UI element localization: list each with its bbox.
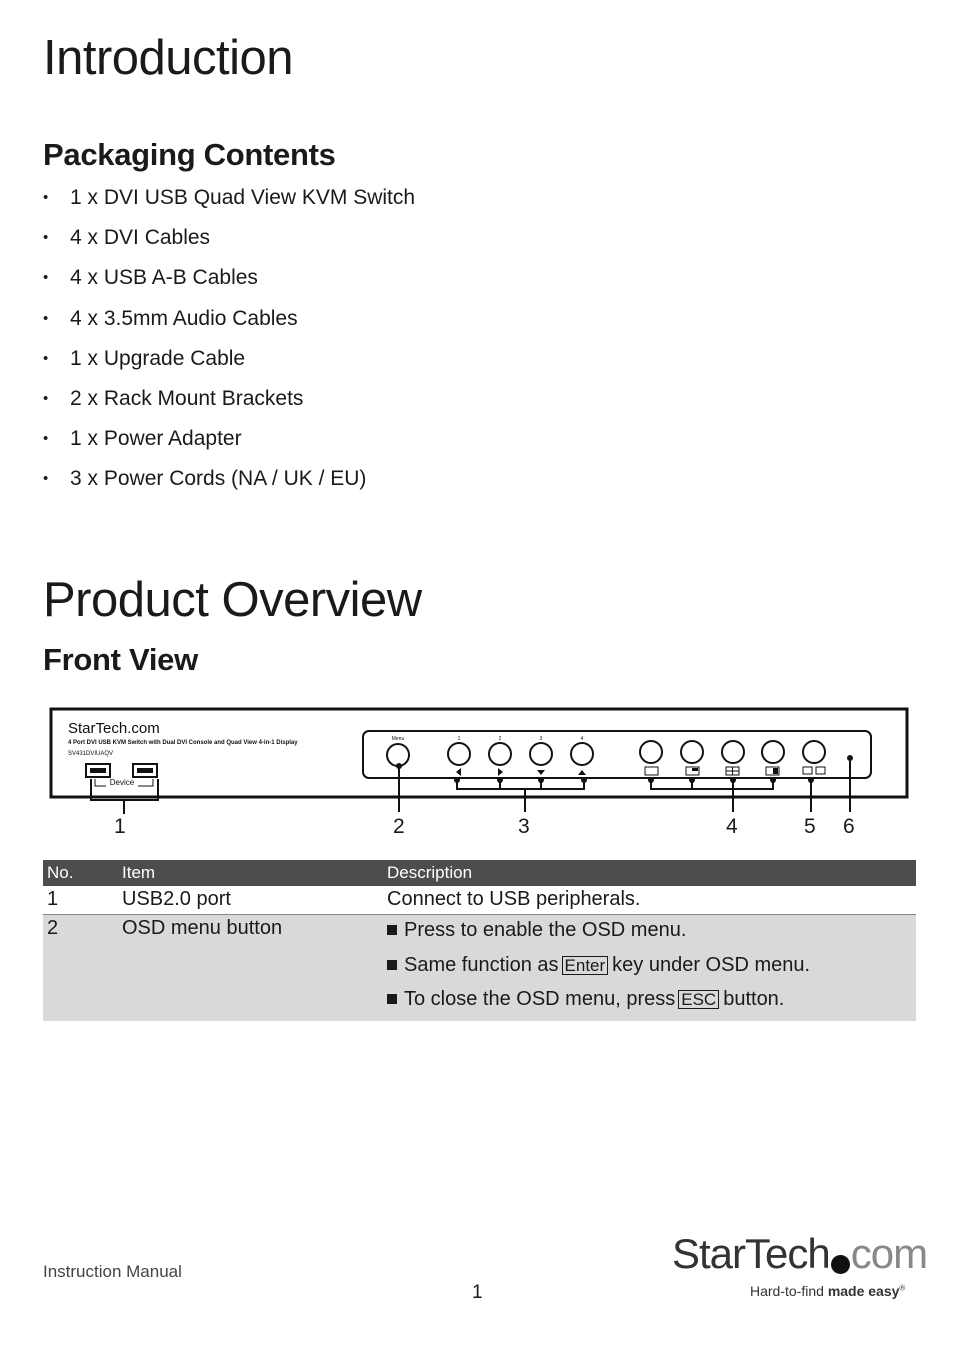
startech-logo — [672, 1230, 928, 1310]
led-indicator-icon — [847, 755, 853, 761]
port-button-icon — [530, 743, 552, 765]
bullet-icon: • — [43, 229, 49, 247]
device-model: SV431DVIUAQV — [68, 751, 114, 757]
spec-table — [43, 860, 916, 1021]
table-row — [43, 886, 916, 915]
table-header-row — [43, 860, 916, 886]
view-button-icon — [681, 741, 703, 763]
port-label: Device — [109, 778, 135, 787]
packaging-list — [43, 181, 415, 503]
list-item: • 4 x 3.5mm Audio Cables — [43, 302, 415, 342]
menu-button-icon — [387, 744, 409, 766]
cell-no: 2 — [43, 915, 118, 1021]
view-button-icon — [803, 741, 825, 763]
list-item: • 1 x Upgrade Cable — [43, 342, 415, 382]
footer-manual-label: Instruction Manual — [43, 1262, 182, 1281]
callout-number: 3 — [518, 815, 530, 838]
control-panel — [363, 731, 871, 778]
usb-port-slot — [90, 768, 106, 773]
column-header: Description — [383, 860, 916, 886]
port-button-icon — [571, 743, 593, 765]
port-number-label: 3 — [539, 736, 543, 742]
cell-item: USB2.0 port — [118, 886, 383, 915]
desc-line: To close the OSD menu, press ESC button. — [387, 986, 916, 1021]
list-item: • 4 x DVI Cables — [43, 221, 415, 261]
dual-monitor-icon — [803, 767, 812, 774]
logo-tagline: Hard-to-find made easy® — [750, 1283, 906, 1299]
bullet-icon: • — [43, 349, 49, 367]
front-panel-svg — [43, 700, 913, 845]
bullet-icon: • — [43, 430, 49, 448]
list-item: • 2 x Rack Mount Brackets — [43, 382, 415, 422]
port-button-icon — [489, 743, 511, 765]
table-row — [43, 915, 916, 1021]
packaging-title: Packaging Contents — [43, 137, 336, 172]
esc-key-icon: ESC — [678, 990, 719, 1009]
device-product-line: 4 Port DVI USB KVM Switch with Dual DVI Console and Quad View 4-in-1 Display — [68, 740, 298, 746]
callout-number: 5 — [804, 815, 816, 838]
full-screen-icon — [645, 767, 658, 775]
callout-number: 6 — [843, 815, 855, 838]
square-bullet-icon — [387, 925, 397, 935]
logo-dot-icon — [831, 1255, 850, 1274]
bullet-icon: • — [43, 470, 49, 488]
desc-line: Same function as Enter key under OSD menu. — [387, 952, 916, 987]
list-item: • 3 x Power Cords (NA / UK / EU) — [43, 462, 415, 502]
usb-port-slot — [137, 768, 153, 773]
list-item: • 1 x DVI USB Quad View KVM Switch — [43, 181, 415, 221]
page-number: 1 — [472, 1282, 483, 1303]
port-button-icon — [448, 743, 470, 765]
bullet-icon: • — [43, 189, 49, 206]
list-item: • 1 x Power Adapter — [43, 422, 415, 462]
bullet-icon: • — [43, 269, 49, 287]
column-header: Item — [118, 860, 383, 886]
square-bullet-icon — [387, 994, 397, 1004]
port-number-label: 2 — [498, 736, 502, 742]
overview-title: Product Overview — [43, 573, 422, 627]
logo-wordmark: StarTech com — [672, 1230, 928, 1277]
view-button-icon — [722, 741, 744, 763]
bullet-icon: • — [43, 309, 49, 327]
pip-inset — [692, 768, 698, 771]
desc-line: Press to enable the OSD menu. — [387, 917, 916, 952]
menu-label: Menu — [391, 736, 405, 742]
callout-number: 1 — [114, 815, 126, 838]
enter-key-icon: Enter — [562, 956, 609, 975]
view-button-icon — [640, 741, 662, 763]
cell-item: OSD menu button — [118, 915, 383, 1021]
cell-no: 1 — [43, 886, 118, 915]
column-header: No. — [43, 860, 118, 886]
front-panel-diagram — [43, 700, 913, 845]
square-bullet-icon — [387, 960, 397, 970]
side-inset — [773, 768, 778, 774]
cell-desc — [383, 915, 916, 1021]
port-number-label: 4 — [580, 736, 584, 742]
callout-number: 4 — [726, 815, 738, 838]
view-button-icon — [762, 741, 784, 763]
bullet-icon: • — [43, 389, 49, 407]
intro-title: Introduction — [43, 31, 294, 85]
callout-number: 2 — [393, 815, 405, 838]
front-view-title: Front View — [43, 642, 198, 677]
port-number-label: 1 — [457, 736, 461, 742]
cell-desc: Connect to USB peripherals. — [383, 886, 916, 915]
list-item: • 4 x USB A-B Cables — [43, 261, 415, 301]
device-brand: StarTech.com — [68, 720, 160, 737]
